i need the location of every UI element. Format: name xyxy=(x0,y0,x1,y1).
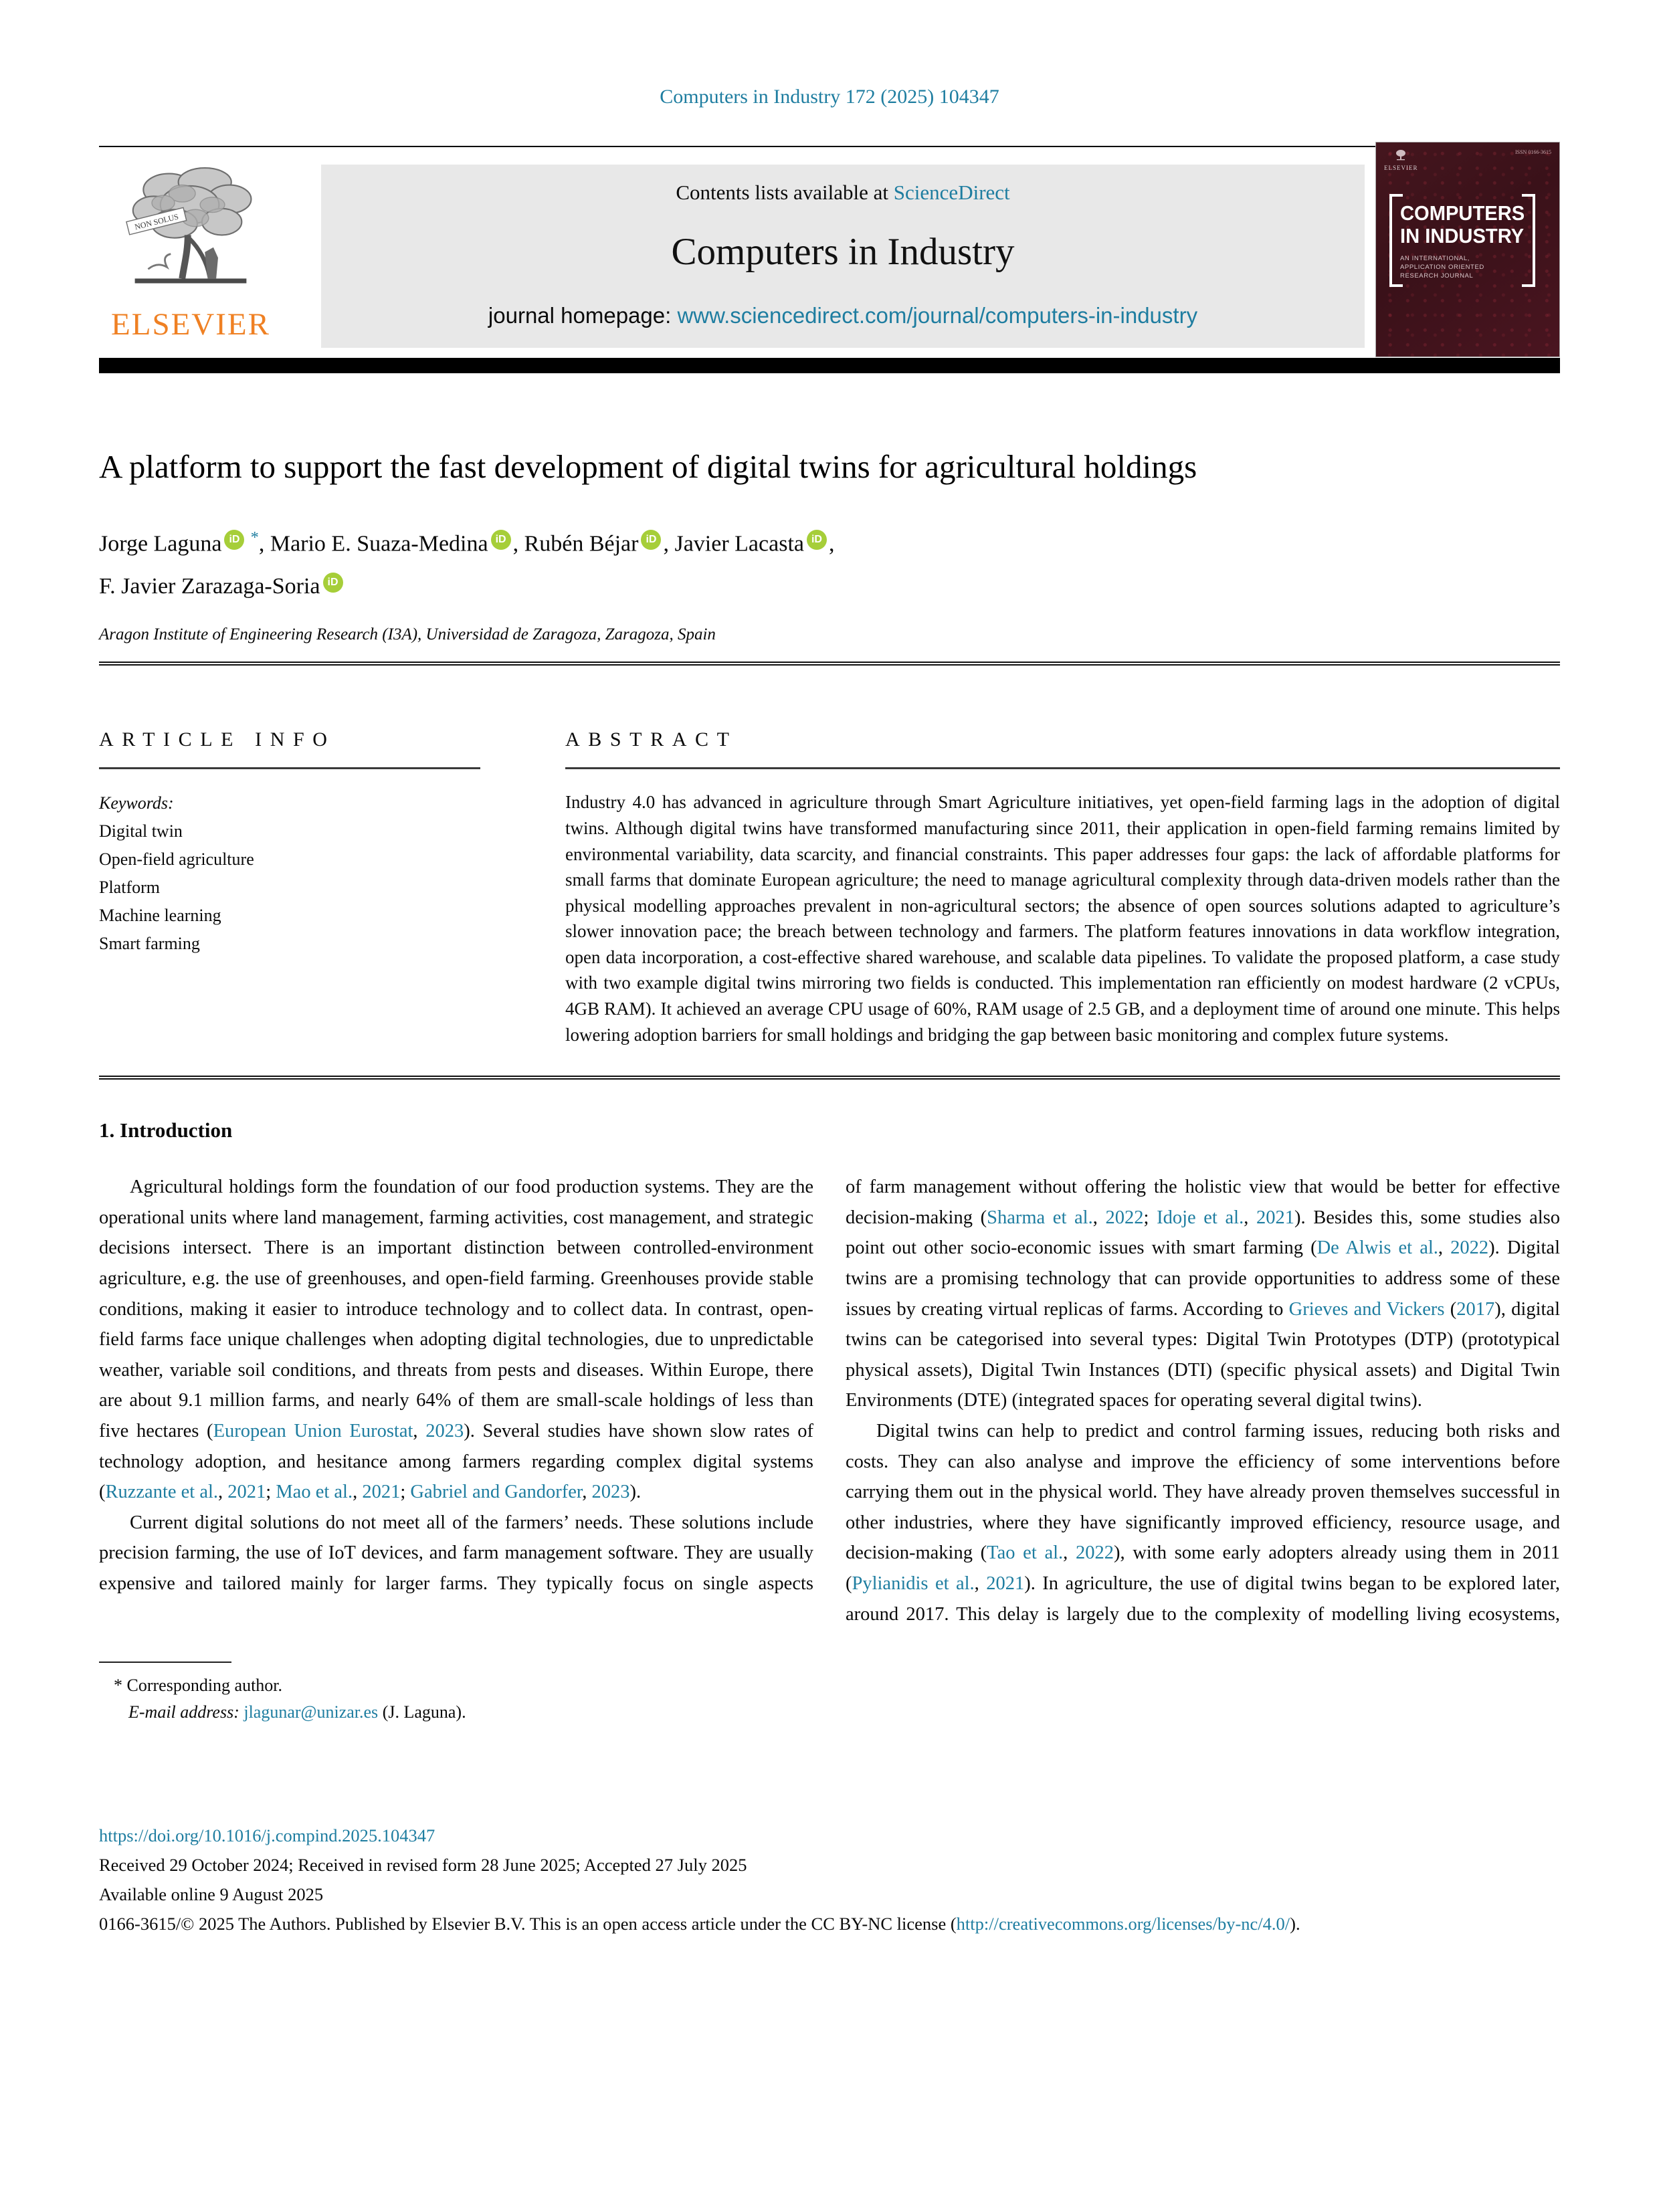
citation-link[interactable]: 2021 xyxy=(1256,1207,1294,1228)
journal-homepage-link[interactable]: www.sciencedirect.com/journal/computers-in-industry xyxy=(677,303,1198,328)
elsevier-logo xyxy=(100,163,281,342)
keyword-item: Digital twin xyxy=(99,821,183,841)
footnote-email: E-mail address: jlagunar@unizar.es (J. Laguna). xyxy=(128,1702,466,1722)
article-info-heading: ARTICLE INFO xyxy=(99,728,336,751)
body-columns xyxy=(99,1172,1560,1629)
keyword-item: Open-field agriculture xyxy=(99,849,254,870)
keywords-label: Keywords: xyxy=(99,793,174,813)
cover-elsevier-mark xyxy=(1384,149,1418,171)
elsevier-wordmark: ELSEVIER xyxy=(111,307,270,342)
authors-line: Jorge Laguna iD *, Mario E. Suaza-Medina iD , Rubén Béjar iD , Javier Lacasta iD , F. Javier Zarazaga-Soria iD xyxy=(99,528,835,599)
cover-title-line2: IN INDUSTRY xyxy=(1400,224,1525,247)
orcid-icon[interactable]: iD xyxy=(641,530,661,550)
orcid-icon[interactable]: iD xyxy=(323,573,343,593)
license-link[interactable]: http://creativecommons.org/licenses/by-nc/4.0/ xyxy=(956,1914,1290,1934)
received-dates: Received 29 October 2024; Received in revised form 28 June 2025; Accepted 27 July 2025 xyxy=(99,1855,747,1876)
citation-link[interactable]: 2022 xyxy=(1450,1237,1489,1259)
citation-link[interactable]: 2023 xyxy=(425,1421,464,1442)
citation-link[interactable]: Tao et al. xyxy=(987,1542,1064,1564)
author-name: Jorge Laguna xyxy=(99,531,222,557)
abstract-heading: ABSTRACT xyxy=(565,728,738,751)
citation-link[interactable]: Mao et al. xyxy=(276,1482,353,1503)
citation-link[interactable]: European Union Eurostat xyxy=(213,1421,413,1442)
orcid-icon[interactable]: iD xyxy=(807,530,827,550)
author-name: Mario E. Suaza-Medina xyxy=(270,531,488,557)
journal-cover-image xyxy=(1375,142,1560,357)
citation-link[interactable]: De Alwis et al. xyxy=(1316,1237,1438,1259)
citation-link[interactable]: Gabriel and Gandorfer xyxy=(410,1482,583,1503)
copyright-license: 0166-3615/© 2025 The Authors. Published by Elsevier B.V. This is an open access article under the CC BY-NC license (http://creativecommons.org/licenses/by-nc/4.0/). xyxy=(99,1914,1300,1934)
cover-issn: ISSN 0166-3615 xyxy=(1515,149,1551,155)
body-paragraph: of farm management without offering the holistic view that would be better for effective decision-making (Sharma et al., 2022; Idoje et al., 2021). Besides this, some studies also point out other socio-economic issues with smart farming (De Alwis et al., 2022). Digital twins are a promising technology that can provide opportunities to address some of these issues by creating virtual replicas of farms. According to Grieves and Vickers (2017), digital twins can be categorised into several types: Digital Twin Prototypes (DTP) (prototypical physical assets), Digital Twin Instances (DTI) (specific physical assets) and Digital Twin Environments (DTE) (integrated spaces for operating several digital twins). xyxy=(846,1177,1561,1411)
article-metadata-block xyxy=(99,1821,1560,1938)
journal-title: Computers in Industry xyxy=(671,231,1015,273)
citation-link[interactable]: Grieves and Vickers xyxy=(1288,1298,1445,1320)
body-paragraph: Agricultural holdings form the foundation of our food production systems. They are the operational units where land management, farming activities, cost management, and strategic decisions intersect. There is an important distinction between controlled-environment agriculture, e.g. the use of greenhouses, and open-field farming. Greenhouses provide stable conditions, making it easier to introduce technology and to collect data. In contrast, open-field farms face unique challenges when adopting digital technologies, due to unpredictable weather, variable soil conditions, and threats from pests and diseases. Within Europe, there are about 9.1 million farms, and nearly 64% of them are small-scale holdings of less than five hectares (European Union Eurostat, 2023). Several studies have shown slow rates of technology adoption, and hesitance among farmers regarding complex digital systems (Ruzzante et al., 2021; Mao et al., 2021; Gabriel and Gandorfer, 2023). xyxy=(99,1177,813,1503)
abstract-rule xyxy=(565,767,1560,769)
email-link[interactable]: jlagunar@unizar.es xyxy=(243,1702,379,1722)
cover-subtitle: AN INTERNATIONAL, APPLICATION ORIENTED RESEARCH JOURNAL xyxy=(1400,255,1484,280)
elsevier-tree-icon xyxy=(114,163,267,305)
journal-banner xyxy=(321,165,1365,348)
citation-link[interactable]: 2022 xyxy=(1076,1542,1114,1564)
citation-link[interactable]: 2021 xyxy=(227,1482,266,1503)
journal-homepage-line: journal homepage: www.sciencedirect.com/journal/computers-in-industry xyxy=(488,303,1198,328)
citation-link[interactable]: 2021 xyxy=(362,1482,401,1503)
contents-list-line: Contents lists available at ScienceDirect xyxy=(676,181,1010,204)
info-abstract-section xyxy=(99,728,1560,1047)
page-header xyxy=(99,147,1560,358)
citation-link[interactable]: Pylianidis et al. xyxy=(852,1573,975,1594)
citation-link[interactable]: Ruzzante et al. xyxy=(105,1482,219,1503)
abstract-bottom-rule xyxy=(99,1076,1560,1080)
footnote-block xyxy=(99,1662,813,1726)
affiliation: Aragon Institute of Engineering Research (I3A), Universidad de Zaragoza, Zaragoza, Spain xyxy=(99,625,716,644)
author-name: Rubén Béjar xyxy=(524,531,639,557)
orcid-icon[interactable]: iD xyxy=(224,530,244,550)
keyword-item: Smart farming xyxy=(99,934,200,954)
abstract-column xyxy=(565,728,1560,1047)
keyword-item: Machine learning xyxy=(99,906,221,926)
cover-title-line1: COMPUTERS xyxy=(1400,201,1525,225)
header-black-bar xyxy=(99,358,1560,373)
orcid-icon[interactable]: iD xyxy=(491,530,511,550)
footnote-star: * xyxy=(114,1676,122,1696)
citation-link[interactable]: Idoje et al. xyxy=(1157,1207,1244,1228)
sciencedirect-link[interactable]: ScienceDirect xyxy=(893,181,1010,204)
cover-elsevier-text: ELSEVIER xyxy=(1384,165,1418,171)
citation-link[interactable]: 2017 xyxy=(1456,1298,1495,1320)
body-paragraph: Digital twins can help to predict and control farming issues, reducing both risks and costs. They can also analyse and improve the efficiency of some interventions before carrying them out in the physical world. They have already proven themselves successful in other industries, where they have significantly improved efficiency, resource usage, and decision-making (Tao et al., 2022), with some early adopters already using them in 2011 (Pylianidis et al., 2021). In agriculture, the use of digital twins began to be explored later, around 2017. This delay is largely due to the complexity of modelling living ecosystems, xyxy=(846,1421,1561,1625)
journal-reference: Computers in Industry 172 (2025) 104347 xyxy=(660,86,999,108)
footnote-rule xyxy=(99,1662,231,1663)
cover-tree-icon xyxy=(1394,149,1407,161)
title-section-rule xyxy=(99,662,1560,666)
citation-link[interactable]: Sharma et al. xyxy=(987,1207,1093,1228)
keyword-item: Platform xyxy=(99,878,160,898)
author-name: F. Javier Zarazaga-Soria xyxy=(99,574,320,599)
citation-link[interactable]: 2023 xyxy=(591,1482,630,1503)
citation-link[interactable]: 2022 xyxy=(1105,1207,1144,1228)
corresponding-author-mark[interactable]: * xyxy=(246,528,259,546)
doi-link[interactable]: https://doi.org/10.1016/j.compind.2025.104347 xyxy=(99,1825,435,1846)
page-title: A platform to support the fast development of digital twins for agricultural holdings xyxy=(99,448,1197,485)
non-solus-banner: NON SOLUS xyxy=(133,211,180,232)
abstract-text: Industry 4.0 has advanced in agriculture through Smart Agriculture initiatives, yet open-field farming lags in the adoption of digital twins. Although digital twins have transformed manufacturing since 2011, their application in open-field farming remains limited by environmental variability, data scarcity, and financial constraints. This paper addresses four gaps: the lack of affordable platforms for small farms that dominate European agriculture; the need to manage agricultural complexity through data-driven models rather than the physical modelling approaches prevalent in non-agricultural sectors; the absence of open sources solutions adapted to agriculture’s slower innovation pace; the breach between technology and farmers. The platform features innovations in data workflow integration, open data incorporation, a cost-effective shared warehouse, and scalable data pipelines. To validate the proposed platform, a case study with two example digital twins mirroring two fields is conducted. This implementation ran efficiently on modest hardware (2 vCPUs, 4GB RAM). It achieved an average CPU usage of 60%, RAM usage of 2.5 GB, and a deployment time of around one minute. This helps lowering adoption barriers for small holdings and bridging the gap between basic monitoring and complex future systems. xyxy=(565,792,1560,1045)
cover-header xyxy=(1376,142,1559,171)
body-paragraph: Current digital solutions do not meet all of the farmers’ needs. These solutions include precision farming, the use of IoT devices, and farm management software. They are usually expensive and tailored mainly for larger farms. They typically focus on single aspects xyxy=(99,1512,813,1594)
citation-link[interactable]: 2021 xyxy=(986,1573,1025,1594)
introduction-heading: 1. Introduction xyxy=(99,1118,233,1142)
author-name: Javier Lacasta xyxy=(674,531,804,557)
footnote-corresponding-author: * Corresponding author. xyxy=(114,1676,283,1696)
intro-left-column xyxy=(99,1172,813,1629)
article-info-rule xyxy=(99,767,480,769)
article-info-column xyxy=(99,728,480,1047)
available-online: Available online 9 August 2025 xyxy=(99,1884,324,1905)
intro-right-column xyxy=(846,1172,1560,1629)
cover-title-block xyxy=(1389,194,1535,287)
